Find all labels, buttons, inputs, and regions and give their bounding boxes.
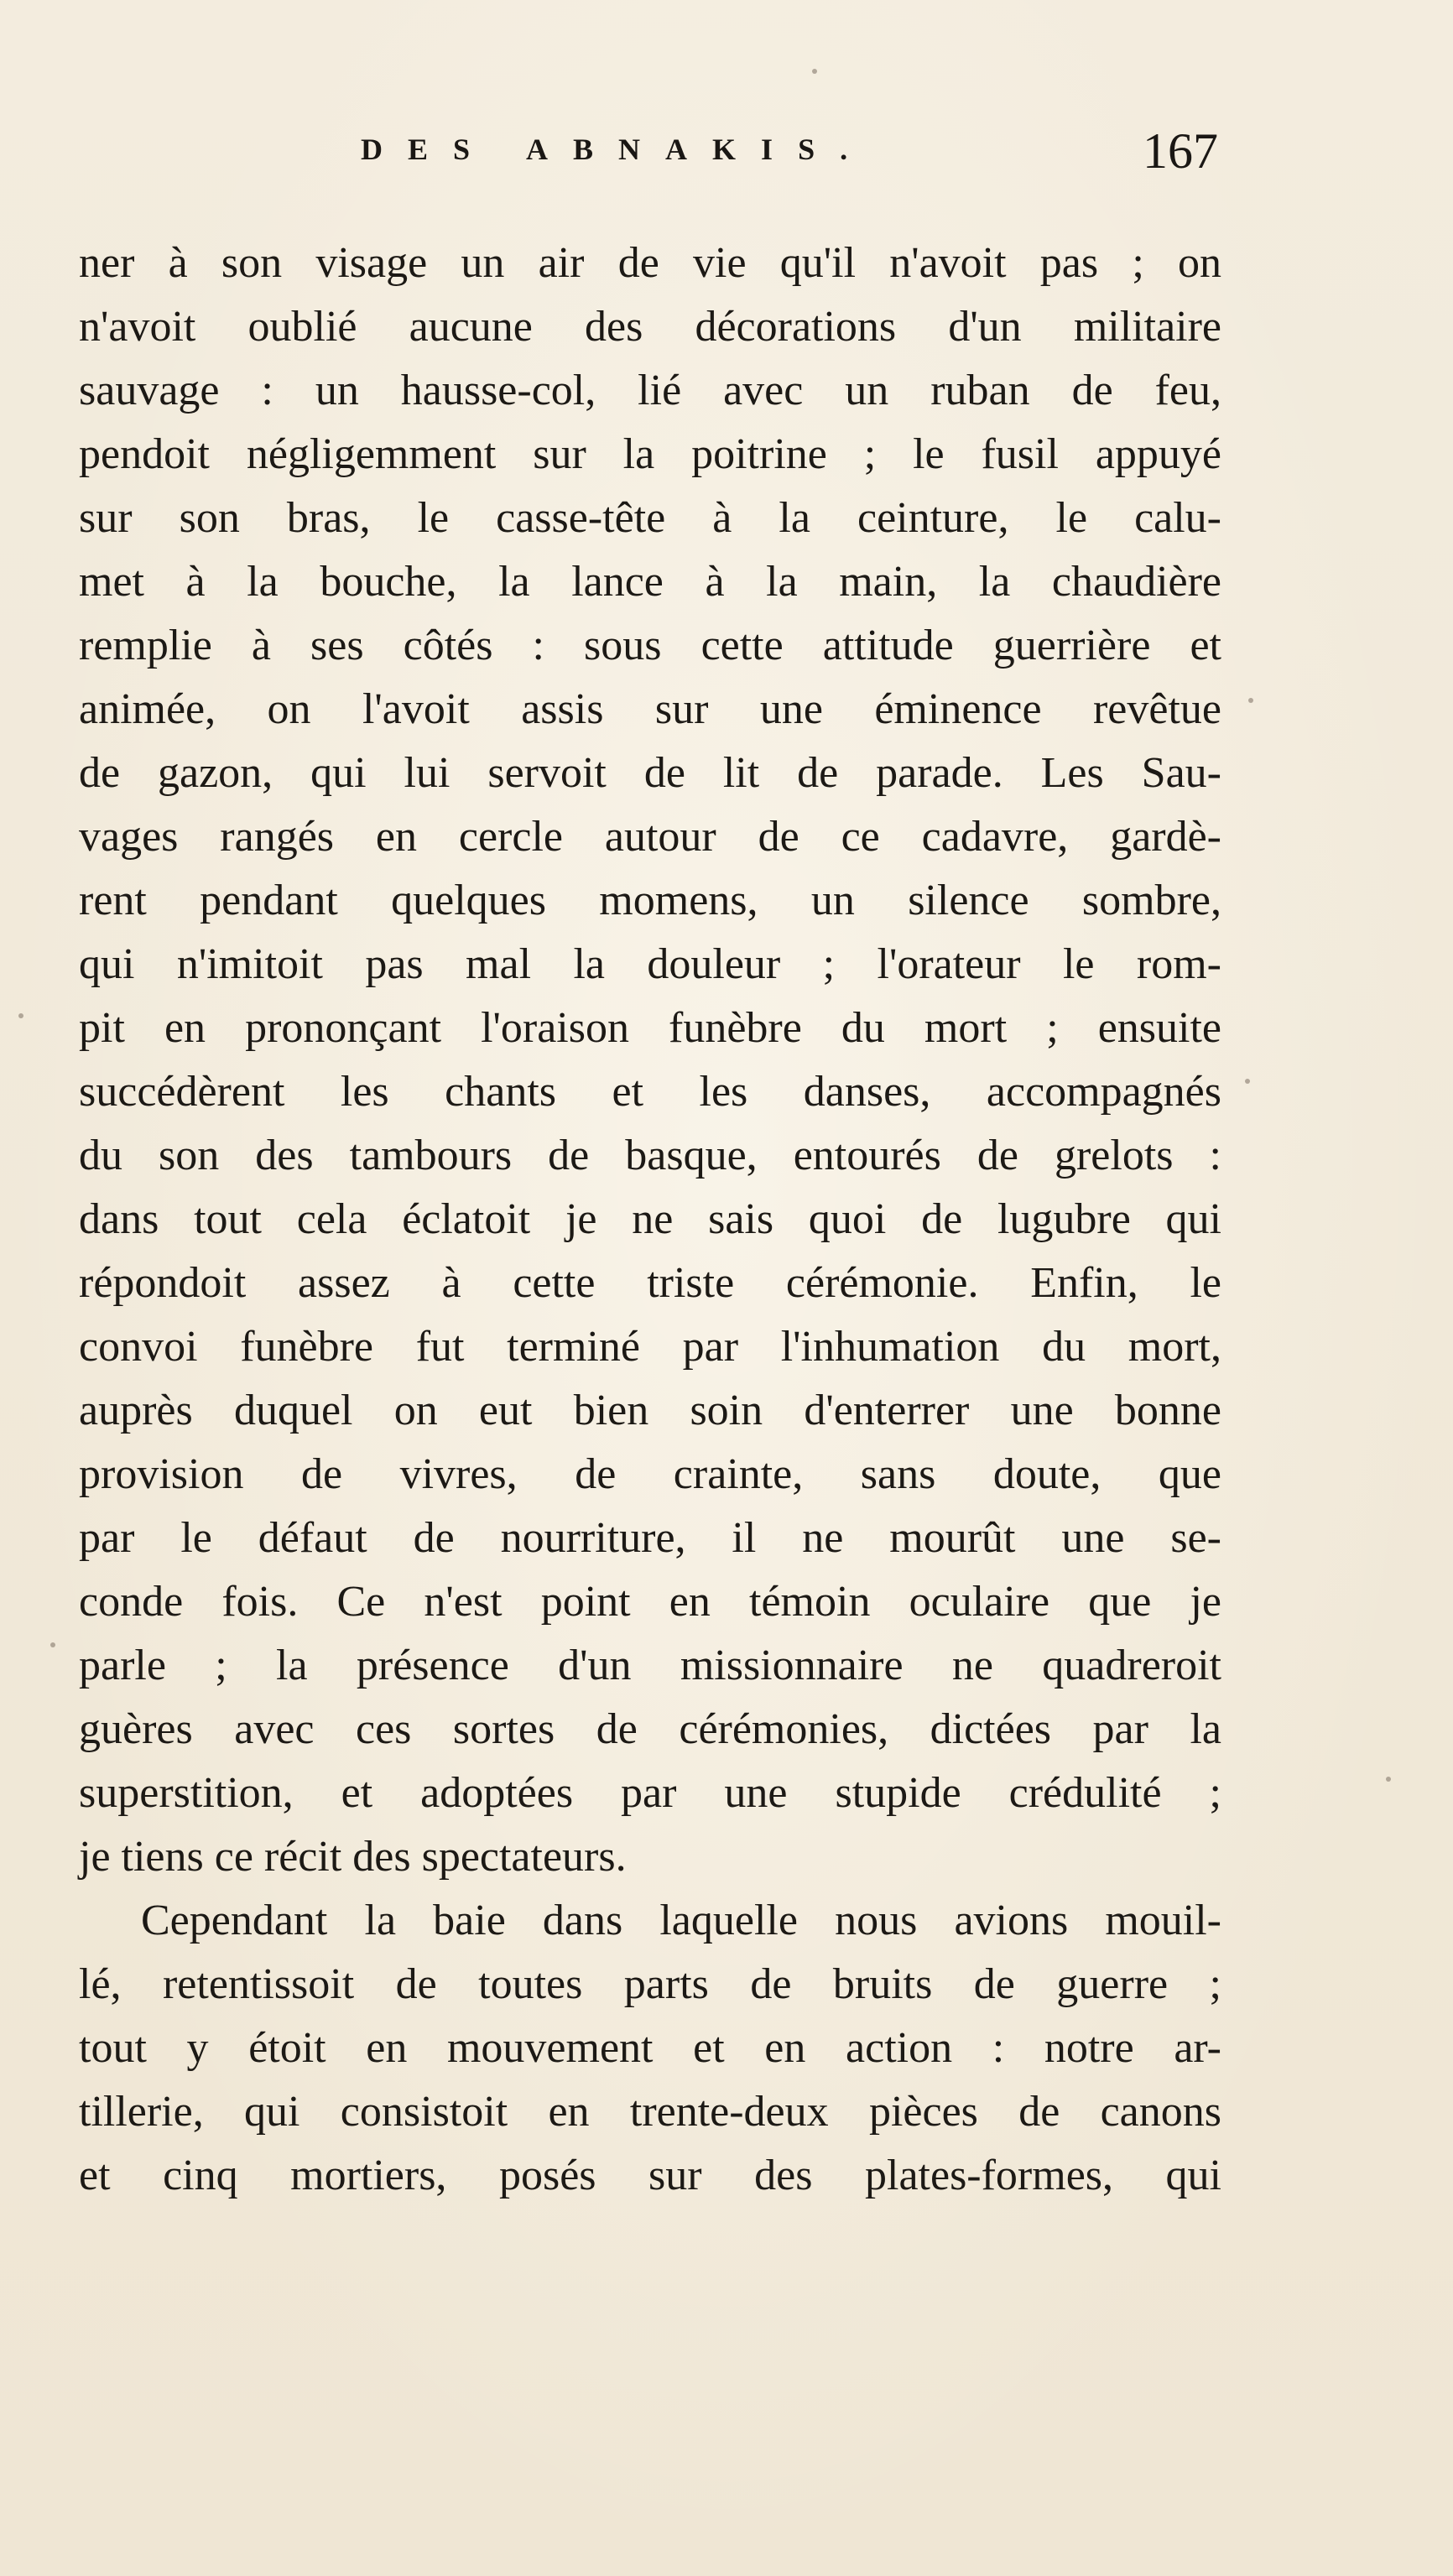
page-number: 167 xyxy=(1143,123,1218,179)
text-line: lé, retentissoit de toutes parts de bruits de guerre ; xyxy=(79,1960,1221,2008)
text-line: animée, on l'avoit assis sur une éminence revêtue xyxy=(79,685,1221,733)
text-line: met à la bouche, la lance à la main, la chaudière xyxy=(79,558,1221,606)
paper-speck xyxy=(50,1642,55,1647)
text-line: sauvage : un hausse-col, lié avec un ruban de feu, xyxy=(79,367,1221,414)
paper-speck xyxy=(1248,698,1253,703)
text-line: parle ; la présence d'un missionnaire ne quadreroit xyxy=(79,1642,1221,1689)
text-line: ner à son visage un air de vie qu'il n'avoit pas ; on xyxy=(79,239,1221,287)
text-line: conde fois. Ce n'est point en témoin oculaire que je xyxy=(79,1578,1221,1626)
text-line: qui n'imitoit pas mal la douleur ; l'orateur le rom- xyxy=(79,940,1221,988)
text-line: pendoit négligemment sur la poitrine ; le fusil appuyé xyxy=(79,430,1221,478)
text-line-paragraph-start: Cependant la baie dans laquelle nous avions mouil- xyxy=(141,1897,1221,1944)
text-line: sur son bras, le casse-tête à la ceinture, le calu- xyxy=(79,494,1221,542)
text-line-paragraph-end: je tiens ce récit des spectateurs. xyxy=(79,1833,627,1881)
paper-speck xyxy=(18,1013,23,1018)
text-line: remplie à ses côtés : sous cette attitude guerrière et xyxy=(79,622,1221,669)
text-line: par le défaut de nourriture, il ne mourût une se- xyxy=(79,1514,1221,1562)
paper-speck xyxy=(1245,1079,1250,1084)
text-line: provision de vivres, de crainte, sans doute, que xyxy=(79,1450,1221,1498)
body-text xyxy=(79,232,1221,2208)
running-head: DES ABNAKIS. xyxy=(361,133,873,166)
text-line: succédèrent les chants et les danses, accompagnés xyxy=(79,1068,1221,1116)
text-line: tout y étoit en mouvement et en action : notre ar- xyxy=(79,2024,1221,2072)
text-line: de gazon, qui lui servoit de lit de parade. Les Sau- xyxy=(79,749,1221,797)
text-line: tillerie, qui consistoit en trente-deux pièces de canons xyxy=(79,2088,1221,2136)
text-line: convoi funèbre fut terminé par l'inhumation du mort, xyxy=(79,1323,1221,1371)
text-line: guères avec ces sortes de cérémonies, dictées par la xyxy=(79,1705,1221,1753)
text-line: auprès duquel on eut bien soin d'enterrer une bonne xyxy=(79,1387,1221,1434)
text-line: n'avoit oublié aucune des décorations d'un militaire xyxy=(79,303,1221,351)
paper-speck xyxy=(1386,1777,1391,1782)
text-line: superstition, et adoptées par une stupide crédulité ; xyxy=(79,1769,1221,1817)
text-line: pit en prononçant l'oraison funèbre du mort ; ensuite xyxy=(79,1004,1221,1052)
text-line: rent pendant quelques momens, un silence sombre, xyxy=(79,877,1221,924)
text-line: répondoit assez à cette triste cérémonie. Enfin, le xyxy=(79,1259,1221,1307)
text-line: dans tout cela éclatoit je ne sais quoi de lugubre qui xyxy=(79,1195,1221,1243)
paper-speck xyxy=(812,69,817,74)
text-line: et cinq mortiers, posés sur des plates-formes, qui xyxy=(79,2152,1221,2199)
text-line: vages rangés en cercle autour de ce cadavre, gardè- xyxy=(79,813,1221,861)
text-line: du son des tambours de basque, entourés de grelots : xyxy=(79,1132,1221,1179)
